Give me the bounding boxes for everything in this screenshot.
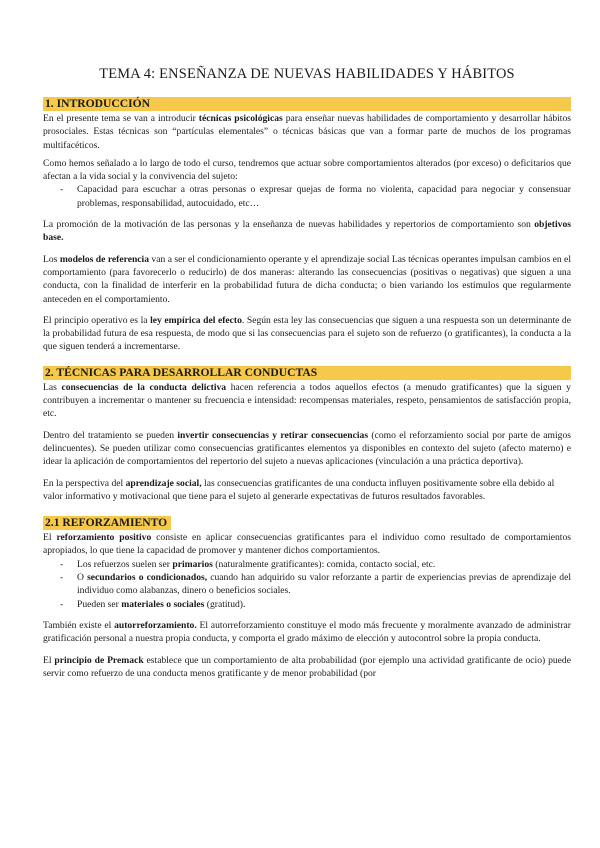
paragraph: En la perspectiva del aprendizaje social, las consecuencias gratificantes de una conducta influyen positivamente sobre ella debido al valor informativo y motivacional que tiene para el sujeto al generarle expectativas de futuros resultados favorables. xyxy=(43,477,555,502)
list-item: - Capacidad para escuchar a otras personas o expresar quejas de forma no violenta, capacidad para negociar y consensuar problemas, responsabilidad, autocuidado, etc… xyxy=(43,183,571,210)
section-heading-reforzamiento: 2.1 REFORZAMIENTO xyxy=(43,516,171,530)
paragraph: Dentro del tratamiento se pueden invertir consecuencias y retirar consecuencias (como el reforzamiento social por parte de amigos delincuentes). Se pueden utilizar como consecuencias gratificantes elementos ya disponibles en contexto del sujeto (afecto materno) e idear la aplicación de comportamientos del repertorio del sujeto a nuevas aplicaciones (vinculación a una práctica deportiva). xyxy=(43,429,571,468)
paragraph: El reforzamiento positivo consiste en aplicar consecuencias gratificantes para el individuo como resultado de comportamientos apropiados, lo que tiene la capacidad de promover y mantener dichos comportamientos. xyxy=(43,532,571,557)
bullet-list xyxy=(43,183,571,210)
paragraph: El principio de Premack establece que un comportamiento de alta probabilidad (por ejemplo una actividad gratificante de ocio) puede servir como refuerzo de una conducta menos gratificante y de menor probabilidad (por xyxy=(43,654,571,679)
list-item: - O secundarios o condicionados, cuando han adquirido su valor reforzante a partir de experiencias previas de aprendizaje del individuo como alabanzas, dinero o beneficios sociales. xyxy=(43,571,571,598)
section-heading-introduccion: 1. INTRODUCCIÓN xyxy=(43,97,571,111)
paragraph: También existe el autorreforzamiento. El autorreforzamiento constituye el modo más frecuente y moralmente avanzado de administrar gratificación personal a nuestra propia conducta, y comporta el grado máximo de elección y autocontrol sobre la propia conducta. xyxy=(43,619,571,645)
document-title: TEMA 4: ENSEÑANZA DE NUEVAS HABILIDADES Y HÁBITOS xyxy=(99,66,515,82)
paragraph: Las consecuencias de la conducta delictiva hacen referencia a todos aquellos efectos (a menudo gratificantes) que la siguen y contribuyen a incrementar o mantener su frecuencia e intensidad: recompensas materiales, respeto, pensamientos de satisfacción propia, etc. xyxy=(43,381,571,420)
paragraph: En el presente tema se van a introducir técnicas psicológicas para enseñar nuevas habilidades de comportamiento y desarrollar hábitos prosociales. Estas técnicas son “partículas elementales” o técnicas básicas que van a formar parte de muchos de los programas multifacéticos. xyxy=(43,113,571,151)
section-heading-tecnicas: 2. TÉCNICAS PARA DESARROLLAR CONDUCTAS xyxy=(43,366,571,380)
list-item: - Los refuerzos suelen ser primarios (naturalmente gratificantes): comida, contacto social, etc. xyxy=(43,558,571,571)
list-item: - Pueden ser materiales o sociales (gratitud). xyxy=(43,598,571,611)
bullet-list xyxy=(43,558,571,611)
paragraph: Los modelos de referencia van a ser el condicionamiento operante y el aprendizaje social Las técnicas operantes impulsan cambios en el comportamiento (para favorecerlo o reducirlo) de dos maneras: alterando las consecuencias (positivas o negativas) que siguen a una conducta, con la finalidad de interferir en la probabilidad futura de dicha conducta; o bien variando los estímulos que regularmente anteceden en el comportamiento. xyxy=(43,253,571,305)
paragraph: La promoción de la motivación de las personas y la enseñanza de nuevas habilidades y repertorios de comportamiento son objetivos base. xyxy=(43,219,571,244)
paragraph: Como hemos señalado a lo largo de todo el curso, tendremos que actuar sobre comportamientos alterados (por exceso) o deficitarios que afectan a la vida social y la convivencia del sujeto: xyxy=(43,157,571,183)
paragraph: El principio operativo es la ley empírica del efecto. Según esta ley las consecuencias que siguen a una respuesta son un determinante de la probabilidad futura de esa respuesta, de modo que si las consecuencias para el sujeto son de refuerzo (o gratificantes), la conducta a la que siguen tenderá a incrementarse. xyxy=(43,314,571,353)
document-page xyxy=(43,66,571,688)
